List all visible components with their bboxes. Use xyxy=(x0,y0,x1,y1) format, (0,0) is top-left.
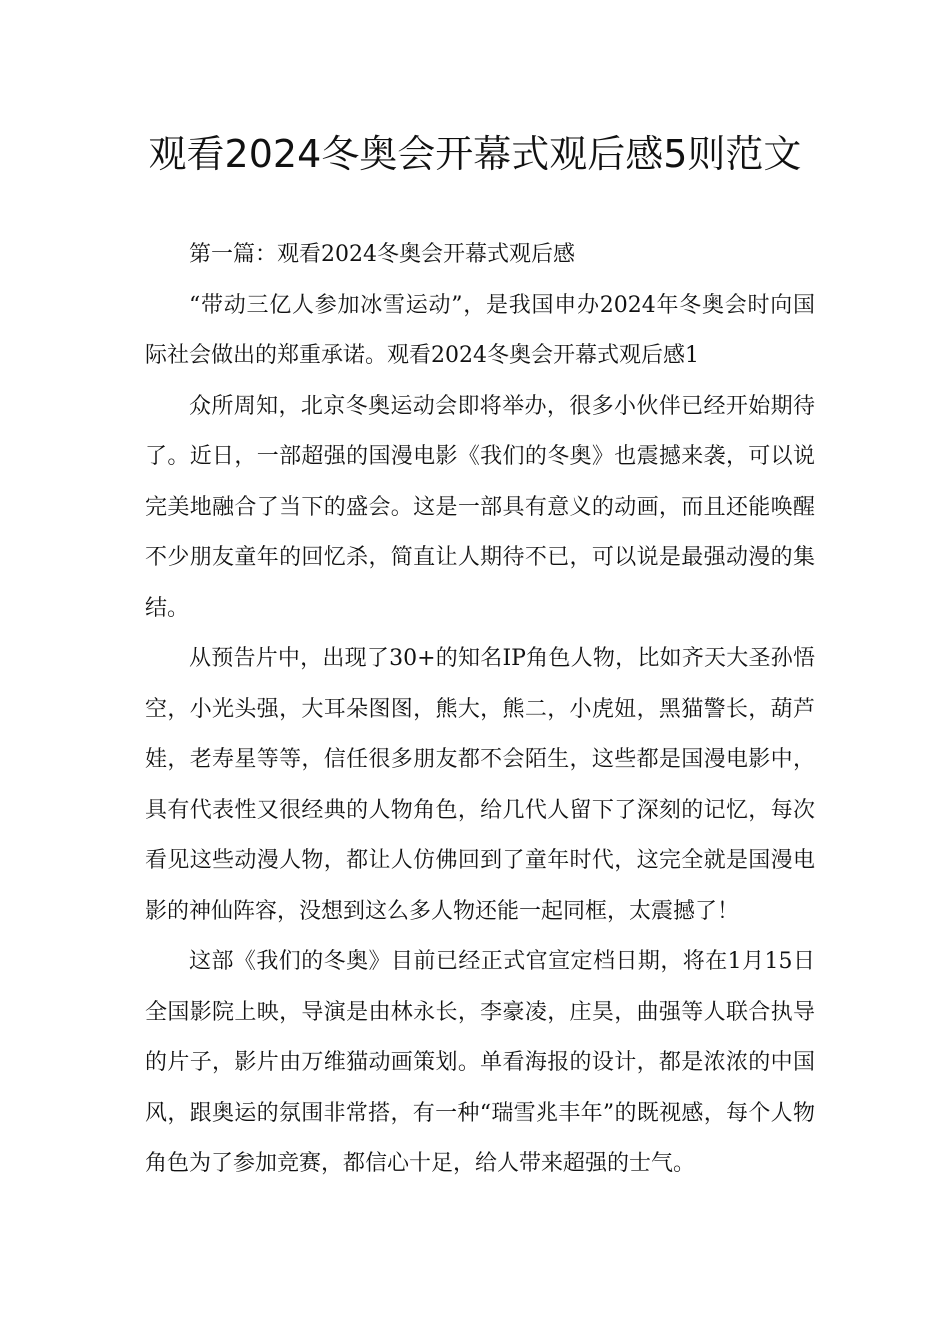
section-heading: 第一篇：观看2024冬奥会开幕式观后感 xyxy=(189,242,575,267)
paragraph: 从预告片中，出现了30+的知名IP角色人物，比如齐天大圣孙悟空，小光头强，大耳朵图图，熊大，熊二，小虎妞，黑猫警长，葫芦娃，老寿星等等，信任很多朋友都不会陌生，这些都是国漫电影中，具有代表性又很经典的人物角色，给几代人留下了深刻的记忆，每次看见这些动漫人物，都让人仿佛回到了童年时代，这完全就是国漫电影的神仙阵容，没想到这么多人物还能一起同框，太震撼了！ xyxy=(145,646,815,924)
paragraph: 这部《我们的冬奥》目前已经正式官宣定档日期，将在1月15日全国影院上映，导演是由林永长，李豪凌，庄昊，曲强等人联合执导的片子，影片由万维猫动画策划。单看海报的设计，都是浓浓的中国风，跟奥运的氛围非常搭，有一种“瑞雪兆丰年”的既视感，每个人物角色为了参加竞赛，都信心十足，给人带来超强的士气。 xyxy=(145,949,815,1176)
paragraph: 众所周知，北京冬奥运动会即将举办，很多小伙伴已经开始期待了。近日，一部超强的国漫电影《我们的冬奥》也震撼来袭，可以说完美地融合了当下的盛会。这是一部具有意义的动画，而且还能唤醒不少朋友童年的回忆杀，简直让人期待不已，可以说是最强动漫的集结。 xyxy=(145,393,815,621)
document-body xyxy=(145,230,815,1190)
paragraph: “带动三亿人参加冰雪运动”，是我国申办2024年冬奥会时向国际社会做出的郑重承诺。观看2024冬奥会开幕式观后感1 xyxy=(145,292,815,368)
document-title: 观看2024冬奥会开幕式观后感5则范文 xyxy=(148,132,802,176)
